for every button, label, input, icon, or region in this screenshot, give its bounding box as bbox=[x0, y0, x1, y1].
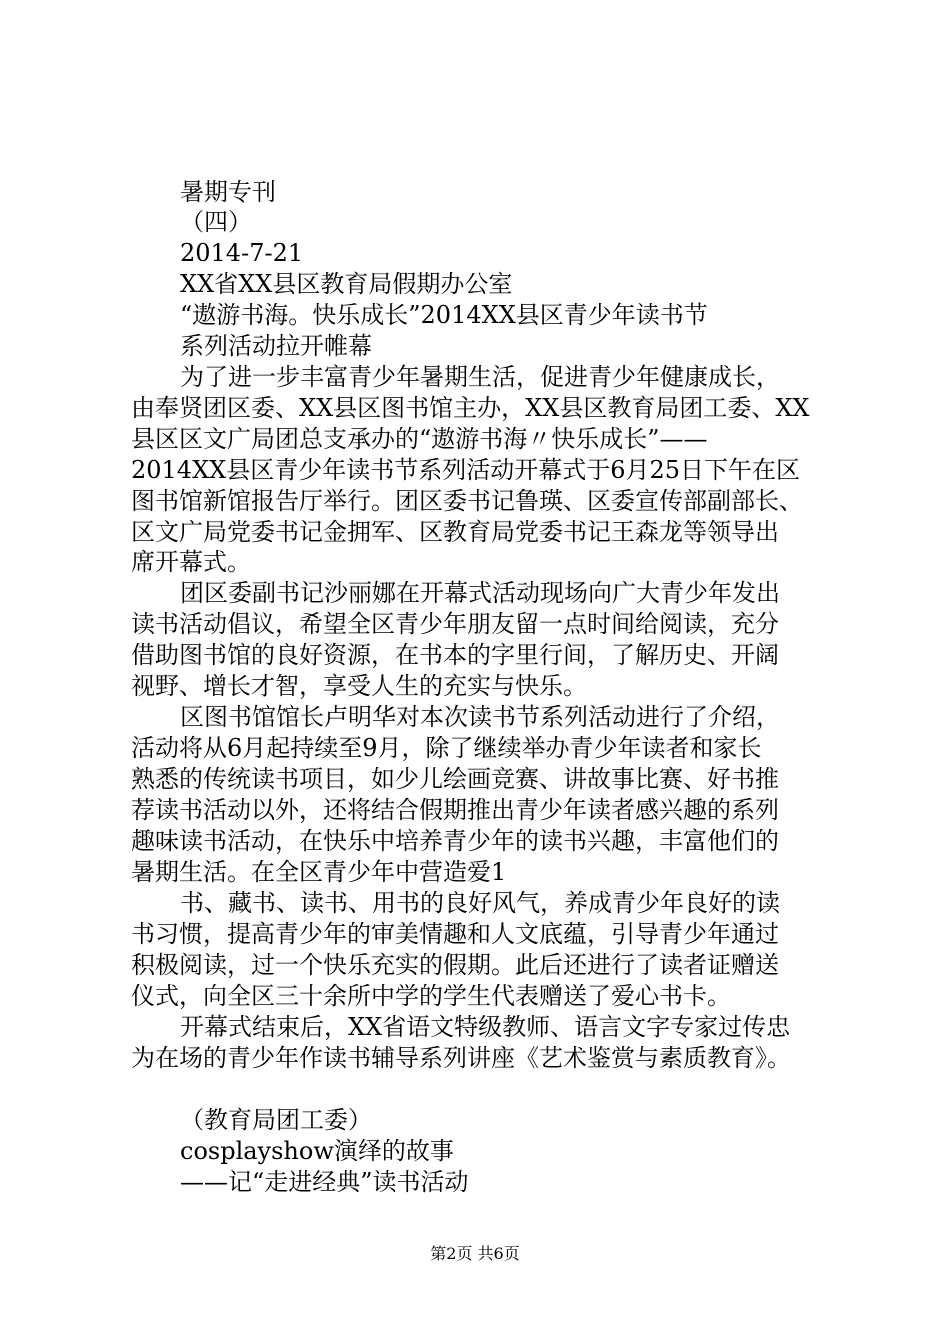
issue-date: 2014-7-21 bbox=[180, 239, 304, 267]
issuing-office: XX省XX县区教育局假期办公室 bbox=[180, 270, 513, 298]
paragraph-line: 县区区文广局团总支承办的“遨游书海〃快乐成长”—— bbox=[131, 425, 708, 453]
paragraph-line: 为在场的青少年作读书辅导系列讲座《艺术鉴赏与素质教育》。 bbox=[131, 1044, 791, 1072]
paragraph-line: 由奉贤团区委、XX县区图书馆主办，XX县区教育局团工委、XX bbox=[131, 394, 810, 422]
article-headline: “遨游书海。快乐成长”2014XX县区青少年读书节 bbox=[180, 301, 708, 329]
paragraph-line: 借助图书馆的良好资源，在书本的字里行间，了解历史、开阔 bbox=[131, 641, 779, 669]
paragraph-line: 积极阅读，过一个快乐充实的假期。此后还进行了读者证赠送 bbox=[131, 951, 779, 979]
paragraph-line: 趣味读书活动，在快乐中培养青少年的读书兴趣，丰富他们的 bbox=[131, 827, 779, 855]
paragraph-line: 开幕式结束后，XX省语文特级教师、语言文字专家过传忠 bbox=[180, 1013, 791, 1041]
article-byline: （教育局团工委） bbox=[180, 1106, 372, 1134]
paragraph-line: 书习惯，提高青少年的审美情趣和人文底蕴，引导青少年通过 bbox=[131, 920, 779, 948]
paragraph-line: 2014XX县区青少年读书节系列活动开幕式于6月25日下午在区 bbox=[131, 456, 801, 484]
paragraph-line: 荐读书活动以外，还将结合假期推出青少年读者感兴趣的系列 bbox=[131, 796, 779, 824]
paragraph-line: 席开幕式。 bbox=[131, 548, 251, 576]
paragraph-line: 书、藏书、读书、用书的良好风气，养成青少年良好的读 bbox=[180, 889, 780, 917]
paragraph-line: 图书馆新馆报告厅举行。团区委书记鲁瑛、区委宣传部副部长、 bbox=[131, 487, 803, 515]
page-number-footer: 第2页 共6页 bbox=[430, 1244, 520, 1263]
paragraph-line: 团区委副书记沙丽娜在开幕式活动现场向广大青少年发出 bbox=[180, 579, 780, 607]
second-article-subheadline: ——记“走进经典”读书活动 bbox=[180, 1168, 469, 1196]
paragraph-line: 读书活动倡议，希望全区青少年朋友留一点时间给阅读，充分 bbox=[131, 610, 779, 638]
paragraph-line: 区图书馆馆长卢明华对本次读书节系列活动进行了介绍， bbox=[180, 703, 780, 731]
paragraph-line: 为了进一步丰富青少年暑期生活，促进青少年健康成长， bbox=[180, 363, 780, 391]
newsletter-title: 暑期专刊 bbox=[180, 178, 276, 206]
second-article-headline: cosplayshow演绎的故事 bbox=[180, 1137, 454, 1165]
paragraph-line: 暑期生活。在全区青少年中营造爱1 bbox=[131, 858, 507, 886]
paragraph-line: 仪式，向全区三十余所中学的学生代表赠送了爱心书卡。 bbox=[131, 982, 731, 1010]
paragraph-line: 视野、增长才智，享受人生的充实与快乐。 bbox=[131, 672, 587, 700]
paragraph-line: 熟悉的传统读书项目，如少儿绘画竞赛、讲故事比赛、好书推 bbox=[131, 765, 779, 793]
article-headline-continued: 系列活动拉开帷幕 bbox=[180, 332, 372, 360]
paragraph-line: 活动将从6月起持续至9月，除了继续举办青少年读者和家长 bbox=[131, 734, 762, 762]
paragraph-line: 区文广局党委书记金拥军、区教育局党委书记王森龙等领导出 bbox=[131, 518, 779, 546]
issue-number: （四） bbox=[180, 208, 252, 236]
